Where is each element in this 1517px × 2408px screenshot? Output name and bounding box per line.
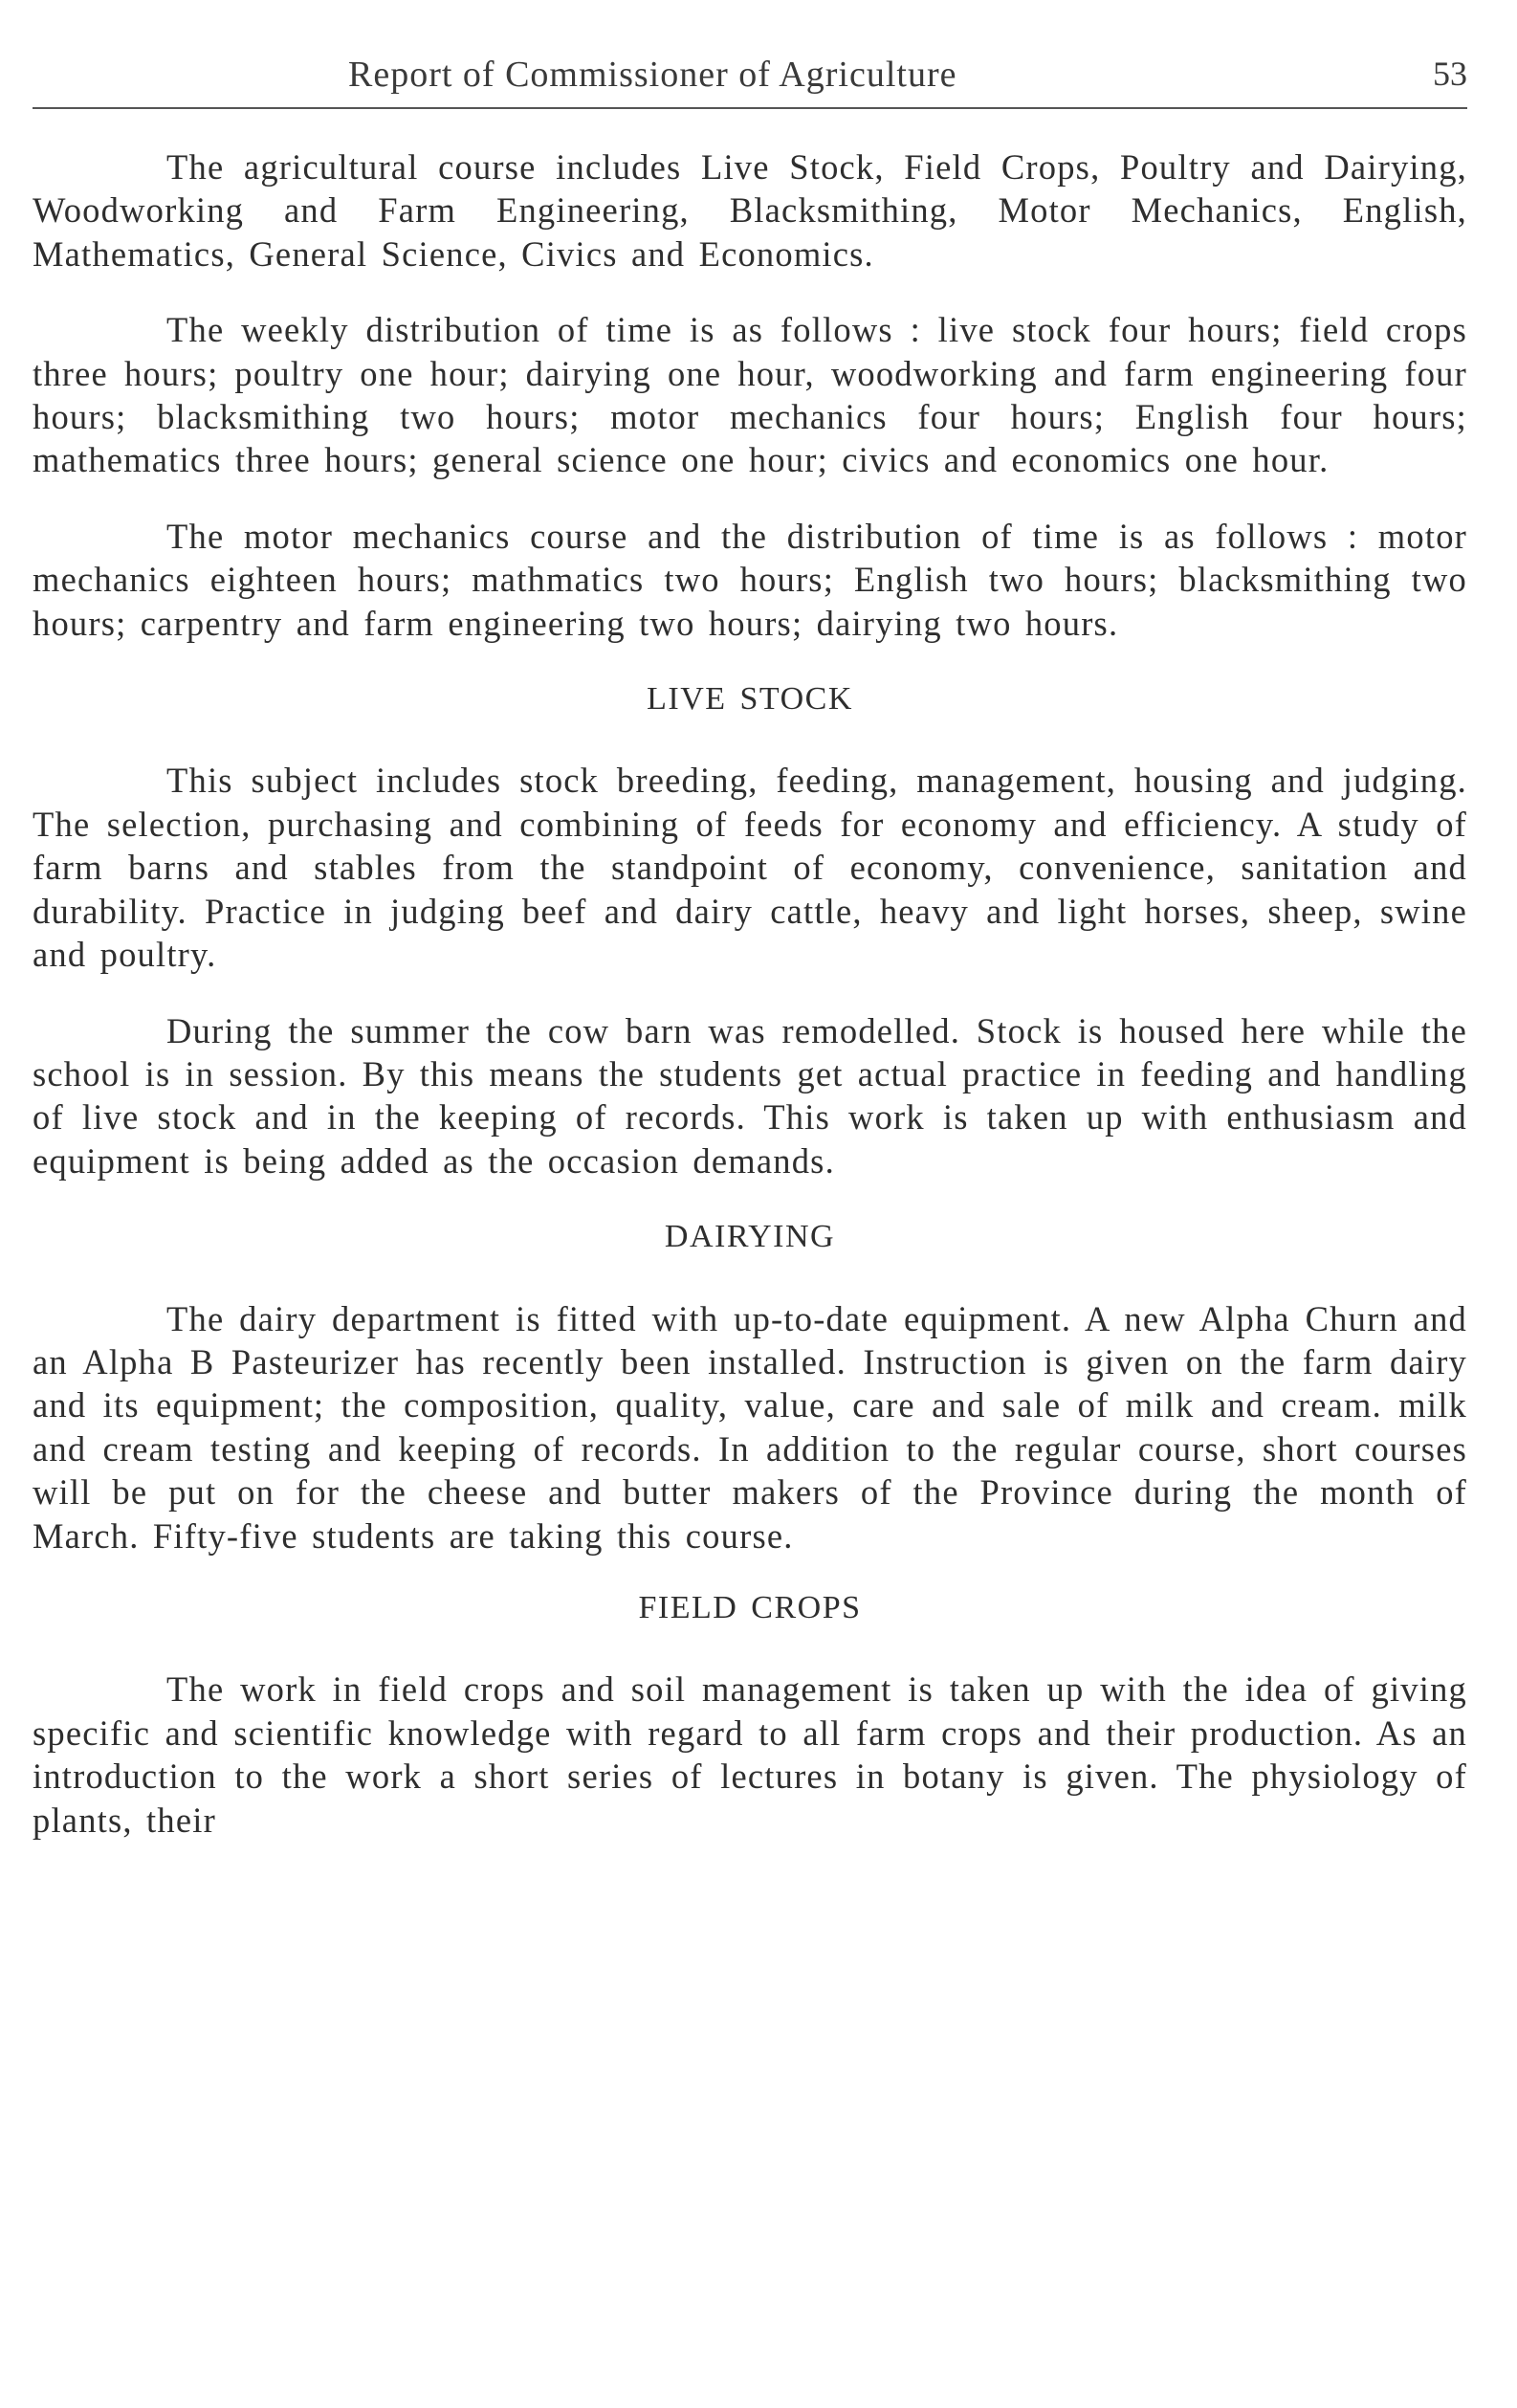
paragraph-dairy-department: The dairy department is fitted with up-to-date equipment. A new Alpha Churn and an Alpha B Pasteurizer has recently been installed. Instruction is given on the farm dairy and its equipment; the composition, quality, value, care and sale of milk and cream. milk and cream testing and keeping of records. In addition to the regular course, short courses will be put on for the cheese and butter makers of the Province during the month of March. Fifty-five students are taking this course. xyxy=(33,1298,1467,1556)
paragraph-motor-mechanics-course: The motor mechanics course and the distribution of time is as follows : motor mechanics eighteen hours; mathmatics two hours; English two hours; blacksmithing two hours; carpentry and farm engineering two hours; dairying two hours. xyxy=(33,516,1467,643)
body-text xyxy=(33,145,1467,1842)
section-heading-dairying: DAIRYING xyxy=(664,1219,836,1255)
header-rule xyxy=(33,107,1467,109)
running-header xyxy=(33,46,1467,103)
paragraph-cow-barn: During the summer the cow barn was remodelled. Stock is housed here while the school is in session. By this means the students get actual practice in feeding and handling of live stock and in the keeping of records. This work is taken up with enthusiasm and equipment is being added as the occasion demands. xyxy=(33,1010,1467,1181)
document-page xyxy=(33,46,1467,1874)
paragraph-field-crops: The work in field crops and soil management is taken up with the idea of giving specific and scientific knowledge with regard to all farm crops and their production. As an introduction to the work a short series of lectures in botany is given. The physiology of plants, their xyxy=(33,1669,1467,1840)
paragraph-weekly-distribution: The weekly distribution of time is as follows : live stock four hours; field crops three hours; poultry one hour; dairying one hour, woodworking and farm engineering four hours; blacksmithing two hours; motor mechanics four hours; English four hours; mathematics three hours; general science one hour; civics and economics one hour. xyxy=(33,310,1467,480)
page-number: 53 xyxy=(1433,55,1467,93)
section-heading-field-crops: FIELD CROPS xyxy=(638,1589,862,1625)
section-heading-live-stock: LIVE STOCK xyxy=(647,681,853,718)
paragraph-course-subjects: The agricultural course includes Live Stock, Field Crops, Poultry and Dairying, Woodworking and Farm Engineering, Blacksmithing, Motor Mechanics, English, Mathematics, General Science, Civics and Economics. xyxy=(33,147,1467,274)
paragraph-live-stock-subject: This subject includes stock breeding, feeding, management, housing and judging. The selection, purchasing and combining of feeds for economy and efficiency. A study of farm barns and stables from the standpoint of economy, convenience, sanitation and durability. Practice in judging beef and dairy cattle, heavy and light horses, sheep, swine and poultry. xyxy=(33,761,1467,975)
running-title: Report of Commissioner of Agriculture xyxy=(348,55,957,95)
